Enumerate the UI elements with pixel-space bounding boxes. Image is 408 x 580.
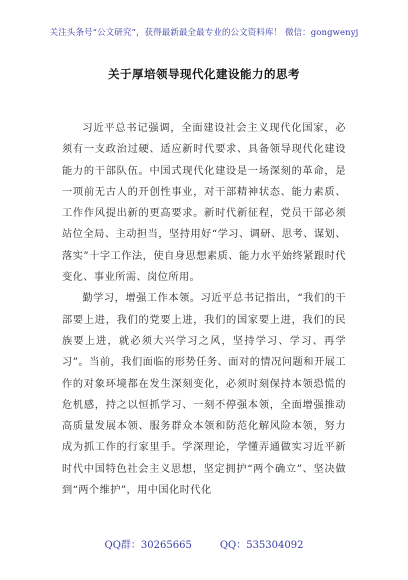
body-paragraph: 习近平总书记强调，全面建设社会主义现代化国家，必须有一支政治过硬、适应新时代要求、具备领导现代化建设能力的干部队伍。中国式现代化建设是一场深刻的革命，是一项前无古人的开创性事业，对干部精神状态、能力素质、工作作风提出新的更高要求。新时代新征程，党员干部必须站位全局、主动担当，坚持用好“学习、调研、思考、谋划、落实”十字工作法，使自身思想素质、能力水平始终紧跟时代变化、事业所需、岗位所用。 xyxy=(62,123,346,284)
header-promo-note: 关注头条号“公文研究”，获得最新最全最专业的公文资料库！ 微信：gongwenyj xyxy=(49,28,359,38)
document-title: 关于厚培领导现代化建设能力的思考 xyxy=(108,67,300,81)
footer-contact xyxy=(0,536,408,551)
body-paragraph: 勤学习，增强工作本领。习近平总书记指出，“我们的干部要上进，我们的党要上进，我们的国家要上进，我们的民族要上进，就必须大兴学习之风，坚持学习、学习、再学习”。当前，我们面临的形势任务、面对的情况问题和开展工作的对象环境都在发生深刻变化，必须时刻保持本领恐慌的危机感，持之以恒抓学习、一刻不停强本领，全面增强推动高质量发展本领、服务群众本领和防范化解风险本领，努力成为抓工作的行家里手。学深理论，学懂弄通做实习近平新时代中国特色社会主义思想，坚定拥护“两个确立”、坚决做到“两个维护”，用中国化时代化 xyxy=(62,293,346,497)
document-body xyxy=(62,118,346,501)
footer-qq: QQ：535304092 xyxy=(219,540,304,551)
footer-qq-group: QQ群：30265665 xyxy=(104,540,192,551)
